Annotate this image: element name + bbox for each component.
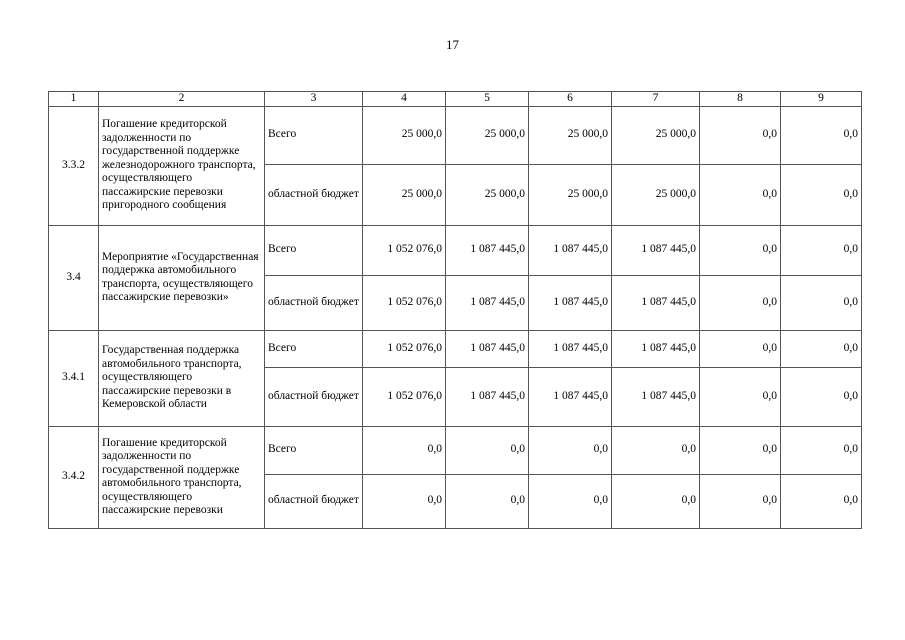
funding-source: Всего (265, 106, 363, 164)
table-row (49, 225, 862, 275)
column-header: 4 (363, 92, 446, 107)
value-cell: 1 087 445,0 (446, 225, 529, 275)
value-cell: 0,0 (446, 426, 529, 474)
column-header: 8 (700, 92, 781, 107)
value-cell: 25 000,0 (612, 164, 700, 225)
value-cell: 0,0 (781, 225, 862, 275)
value-cell: 1 087 445,0 (529, 330, 612, 367)
value-cell: 0,0 (700, 106, 781, 164)
table-row (49, 426, 862, 474)
budget-table (48, 91, 862, 529)
value-cell: 1 052 076,0 (363, 367, 446, 426)
item-name: Мероприятие «Государственная поддержка автомобильного транспорта, осуществляющего пассажирские перевозки» (99, 225, 265, 330)
table-row (49, 330, 862, 367)
column-header: 3 (265, 92, 363, 107)
column-header: 7 (612, 92, 700, 107)
value-cell: 25 000,0 (529, 164, 612, 225)
item-name: Погашение кредиторской задолженности по государственной поддержке железнодорожного транспорта, осуществляющего пассажирские перевозки пригородного сообщения (99, 106, 265, 225)
funding-source: областной бюджет (265, 164, 363, 225)
value-cell: 25 000,0 (529, 106, 612, 164)
funding-source: Всего (265, 330, 363, 367)
table-row (49, 106, 862, 164)
value-cell: 0,0 (700, 367, 781, 426)
value-cell: 25 000,0 (612, 106, 700, 164)
value-cell: 25 000,0 (363, 106, 446, 164)
value-cell: 0,0 (363, 474, 446, 528)
value-cell: 0,0 (781, 330, 862, 367)
value-cell: 1 052 076,0 (363, 330, 446, 367)
value-cell: 1 087 445,0 (612, 367, 700, 426)
value-cell: 0,0 (781, 106, 862, 164)
value-cell: 0,0 (529, 426, 612, 474)
value-cell: 1 087 445,0 (612, 330, 700, 367)
column-number-row (49, 92, 862, 107)
value-cell: 1 087 445,0 (529, 367, 612, 426)
value-cell: 25 000,0 (446, 164, 529, 225)
value-cell: 25 000,0 (446, 106, 529, 164)
value-cell: 1 087 445,0 (446, 275, 529, 330)
value-cell: 0,0 (363, 426, 446, 474)
item-name: Государственная поддержка автомобильного транспорта, осуществляющего пассажирские перевозки в Кемеровской области (99, 330, 265, 426)
value-cell: 1 087 445,0 (446, 330, 529, 367)
column-header: 2 (99, 92, 265, 107)
value-cell: 0,0 (612, 426, 700, 474)
item-code: 3.4 (49, 225, 99, 330)
value-cell: 0,0 (700, 474, 781, 528)
value-cell: 0,0 (700, 164, 781, 225)
value-cell: 0,0 (781, 474, 862, 528)
column-header: 1 (49, 92, 99, 107)
value-cell: 0,0 (700, 426, 781, 474)
value-cell: 0,0 (781, 426, 862, 474)
value-cell: 1 087 445,0 (446, 367, 529, 426)
item-code: 3.3.2 (49, 106, 99, 225)
value-cell: 0,0 (612, 474, 700, 528)
value-cell: 0,0 (781, 164, 862, 225)
funding-source: Всего (265, 225, 363, 275)
value-cell: 1 087 445,0 (529, 225, 612, 275)
item-code: 3.4.1 (49, 330, 99, 426)
value-cell: 0,0 (700, 275, 781, 330)
column-header: 5 (446, 92, 529, 107)
funding-source: Всего (265, 426, 363, 474)
funding-source: областной бюджет (265, 275, 363, 330)
value-cell: 0,0 (700, 330, 781, 367)
value-cell: 1 087 445,0 (612, 275, 700, 330)
column-header: 9 (781, 92, 862, 107)
value-cell: 25 000,0 (363, 164, 446, 225)
value-cell: 1 052 076,0 (363, 275, 446, 330)
item-name: Погашение кредиторской задолженности по государственной поддержке автомобильного транспорта, осуществляющего пассажирские перевозки (99, 426, 265, 528)
value-cell: 0,0 (446, 474, 529, 528)
page-number: 17 (446, 37, 459, 52)
value-cell: 0,0 (781, 275, 862, 330)
item-code: 3.4.2 (49, 426, 99, 528)
funding-source: областной бюджет (265, 474, 363, 528)
column-header: 6 (529, 92, 612, 107)
value-cell: 0,0 (529, 474, 612, 528)
value-cell: 1 087 445,0 (612, 225, 700, 275)
funding-source: областной бюджет (265, 367, 363, 426)
value-cell: 1 087 445,0 (529, 275, 612, 330)
value-cell: 0,0 (700, 225, 781, 275)
value-cell: 1 052 076,0 (363, 225, 446, 275)
value-cell: 0,0 (781, 367, 862, 426)
